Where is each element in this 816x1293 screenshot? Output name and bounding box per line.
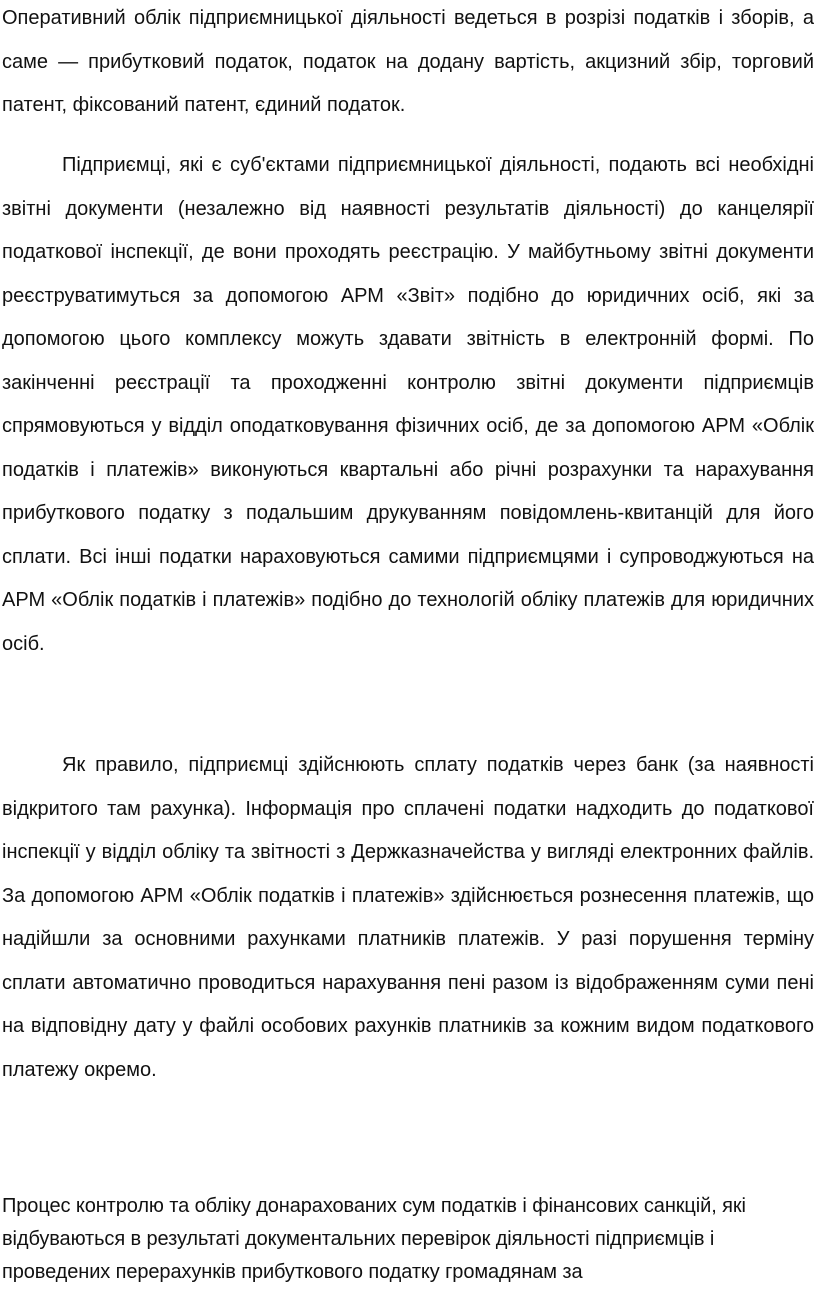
paragraph-reporting-documents: Підприємці, які є суб'єктами підприємницької діяльності, подають всі необхідні звітні документи (незалежно від наявності результатів діяльності) до канцелярії податкової інспекції, де вони проходять реєстрацію. У майбутньому звітні документи реєструватимуться за допомогою АРМ «Звіт» подібно до юридичних осіб, які за допомогою цього комплексу можуть здавати звітність в електронній формі. По закінченні реєстрації та проходженні контролю звітні документи підприємців спрямовуються у відділ оподатковування фізичних осіб, де за допомогою АРМ «Облік податків і платежів» виконуються квартальні або річні розрахунки та нарахування прибуткового податку з подальшим друкуванням повідомлень-квитанцій для його сплати. Всі інші податки нараховуються самими підприємцями і супроводжуються на АРМ «Облік податків і платежів» подібно до технологій обліку платежів для юридичних осіб.	[2, 154, 814, 655]
paragraph-tax-accounting: Оперативний облік підприємницької діяльності ведеться в розрізі податків і зборів, а саме — прибутковий податок, податок на додану вартість, акцизний збір, торговий патент, фіксований патент, єдиний податок.	[2, 7, 814, 116]
paragraph-control-process: Процес контролю та обліку донарахованих сум податків і фінансових санкцій, які відбуваються в результаті документальних перевірок діяльності підприємців і проведених перерахунків прибуткового податку громадянам за	[2, 1195, 746, 1283]
paragraph-tax-payment: Як правило, підприємці здійснюють сплату податків через банк (за наявності відкритого там рахунка). Інформація про сплачені податки надходить до податкової інспекції у відділ обліку та звітності з Держказначейства у вигляді електронних файлів. За допомогою АРМ «Облік податків і платежів» здійснюється рознесення платежів, що надійшли за основними рахунками платників платежів. У разі порушення терміну сплати автоматично проводиться нарахування пені разом із відображенням суми пені на відповідну дату у файлі особових рахунків платників за кожним видом податкового платежу окремо.	[2, 754, 814, 1081]
